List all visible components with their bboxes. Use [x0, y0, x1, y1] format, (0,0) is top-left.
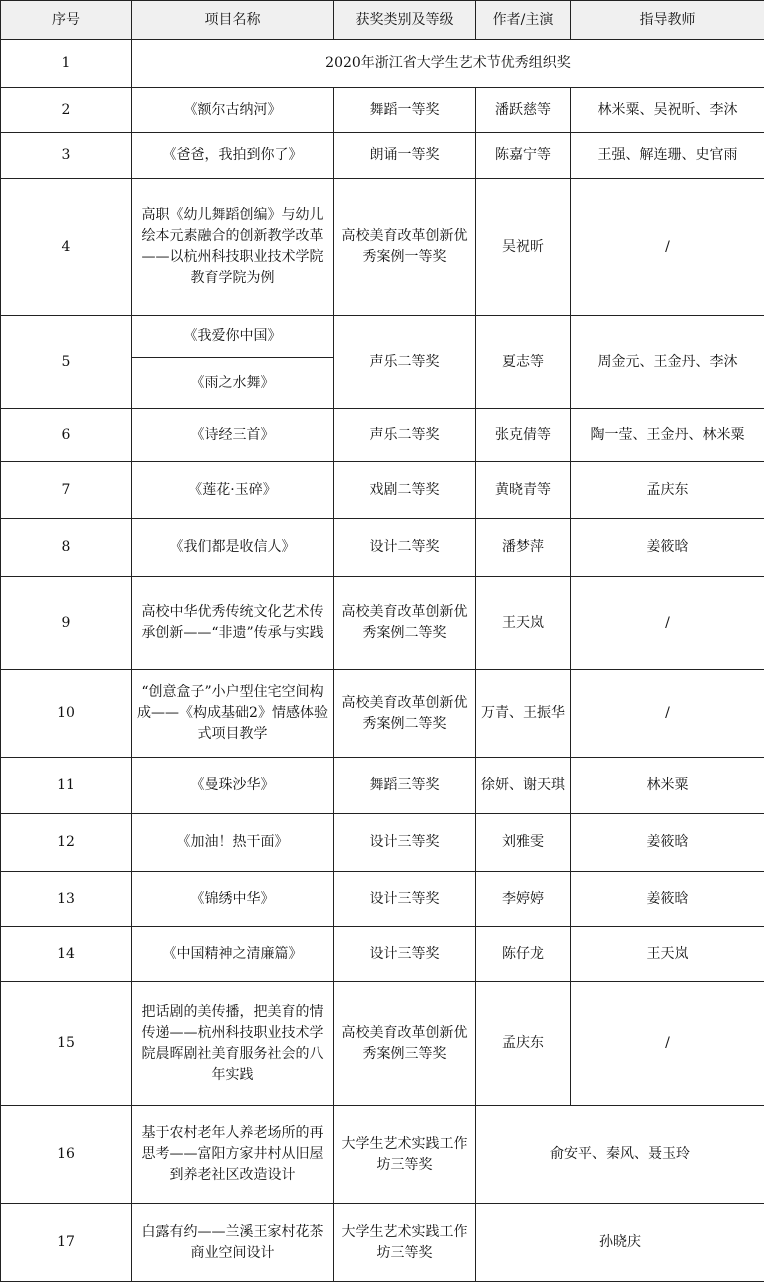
cell-teacher: / [571, 670, 764, 758]
table-row [1, 758, 764, 814]
cell-teacher: 姜筱晗 [571, 814, 764, 872]
cell-no: 6 [1, 409, 132, 462]
cell-merged-award: 2020年浙江省大学生艺术节优秀组织奖 [132, 40, 764, 88]
cell-author: 刘雅雯 [476, 814, 571, 872]
cell-no: 12 [1, 814, 132, 872]
table-row [1, 814, 764, 872]
cell-name: 《爸爸，我拍到你了》 [132, 133, 334, 179]
cell-teacher: 孟庆东 [571, 462, 764, 519]
cell-author: 吴祝昕 [476, 179, 571, 316]
table-row [1, 179, 764, 316]
cell-no: 14 [1, 927, 132, 982]
cell-name: 《锦绣中华》 [132, 872, 334, 927]
cell-author: 徐妍、谢天琪 [476, 758, 571, 814]
cell-name: 《诗经三首》 [132, 409, 334, 462]
cell-award: 设计二等奖 [334, 519, 476, 577]
table-row [1, 462, 764, 519]
cell-name-b: 《雨之水舞》 [132, 358, 334, 409]
cell-award: 设计三等奖 [334, 872, 476, 927]
cell-name: 《加油！热干面》 [132, 814, 334, 872]
table-row [1, 1204, 764, 1282]
cell-author: 陈仔龙 [476, 927, 571, 982]
table-row [1, 982, 764, 1106]
cell-name: 高校中华优秀传统文化艺术传承创新——“非遗”传承与实践 [132, 577, 334, 670]
cell-author: 万青、王振华 [476, 670, 571, 758]
cell-name: 白露有约——兰溪王家村花茶商业空间设计 [132, 1204, 334, 1282]
table-row [1, 519, 764, 577]
cell-name: 把话剧的美传播，把美育的情传递——杭州科技职业技术学院晨晖剧社美育服务社会的八年实践 [132, 982, 334, 1106]
header-name: 项目名称 [132, 1, 334, 40]
cell-author: 张克倩等 [476, 409, 571, 462]
cell-author: 陈嘉宁等 [476, 133, 571, 179]
cell-teacher: 陶一莹、王金丹、林米粟 [571, 409, 764, 462]
cell-award: 高校美育改革创新优秀案例三等奖 [334, 982, 476, 1106]
table-row [1, 670, 764, 758]
cell-author-teacher: 俞安平、秦风、聂玉玲 [476, 1106, 764, 1204]
cell-teacher: 王天岚 [571, 927, 764, 982]
cell-author: 孟庆东 [476, 982, 571, 1106]
cell-no: 4 [1, 179, 132, 316]
cell-award: 声乐二等奖 [334, 409, 476, 462]
table-row [1, 577, 764, 670]
cell-no: 16 [1, 1106, 132, 1204]
cell-no: 15 [1, 982, 132, 1106]
cell-name: 基于农村老年人养老场所的再思考——富阳方家井村从旧屋到养老社区改造设计 [132, 1106, 334, 1204]
table-row [1, 88, 764, 133]
cell-award: 大学生艺术实践工作坊三等奖 [334, 1106, 476, 1204]
cell-no: 8 [1, 519, 132, 577]
cell-award: 舞蹈一等奖 [334, 88, 476, 133]
cell-author: 潘跃慈等 [476, 88, 571, 133]
cell-no: 10 [1, 670, 132, 758]
cell-no: 1 [1, 40, 132, 88]
cell-teacher: 周金元、王金丹、李沐 [571, 316, 764, 409]
table-row [1, 316, 764, 358]
cell-author: 夏志等 [476, 316, 571, 409]
cell-no: 17 [1, 1204, 132, 1282]
cell-award: 声乐二等奖 [334, 316, 476, 409]
table-row [1, 133, 764, 179]
header-teacher: 指导教师 [571, 1, 764, 40]
cell-teacher: 姜筱晗 [571, 519, 764, 577]
cell-teacher: / [571, 179, 764, 316]
header-award: 获奖类别及等级 [334, 1, 476, 40]
cell-no: 3 [1, 133, 132, 179]
cell-award: 戏剧二等奖 [334, 462, 476, 519]
cell-teacher: / [571, 982, 764, 1106]
cell-name: 《中国精神之清廉篇》 [132, 927, 334, 982]
cell-name: 《额尔古纳河》 [132, 88, 334, 133]
cell-teacher: / [571, 577, 764, 670]
cell-teacher: 姜筱晗 [571, 872, 764, 927]
cell-award: 设计三等奖 [334, 927, 476, 982]
cell-no: 11 [1, 758, 132, 814]
cell-name: “创意盒子”小户型住宅空间构成——《构成基础2》情感体验式项目教学 [132, 670, 334, 758]
cell-award: 朗诵一等奖 [334, 133, 476, 179]
cell-author: 李婷婷 [476, 872, 571, 927]
header-author: 作者/主演 [476, 1, 571, 40]
table-row [1, 409, 764, 462]
cell-author: 潘梦萍 [476, 519, 571, 577]
cell-teacher: 王强、解连珊、史官雨 [571, 133, 764, 179]
cell-award: 舞蹈三等奖 [334, 758, 476, 814]
cell-teacher: 林米粟 [571, 758, 764, 814]
header-no: 序号 [1, 1, 132, 40]
cell-teacher: 林米粟、吴祝昕、李沐 [571, 88, 764, 133]
cell-name: 《莲花·玉碎》 [132, 462, 334, 519]
cell-award: 高校美育改革创新优秀案例二等奖 [334, 577, 476, 670]
table-row [1, 1106, 764, 1204]
cell-name: 《我们都是收信人》 [132, 519, 334, 577]
cell-no: 7 [1, 462, 132, 519]
cell-no: 9 [1, 577, 132, 670]
header-row [1, 1, 764, 40]
table-row [1, 927, 764, 982]
cell-author-teacher: 孙晓庆 [476, 1204, 764, 1282]
cell-award: 高校美育改革创新优秀案例二等奖 [334, 670, 476, 758]
cell-no: 5 [1, 316, 132, 409]
cell-author: 黄晓青等 [476, 462, 571, 519]
table-row [1, 40, 764, 88]
cell-name-a: 《我爱你中国》 [132, 316, 334, 358]
cell-no: 13 [1, 872, 132, 927]
cell-name: 高职《幼儿舞蹈创编》与幼儿绘本元素融合的创新教学改革——以杭州科技职业技术学院教育学院为例 [132, 179, 334, 316]
cell-author: 王天岚 [476, 577, 571, 670]
cell-award: 设计三等奖 [334, 814, 476, 872]
cell-no: 2 [1, 88, 132, 133]
cell-name: 《曼珠沙华》 [132, 758, 334, 814]
cell-award: 高校美育改革创新优秀案例一等奖 [334, 179, 476, 316]
cell-award: 大学生艺术实践工作坊三等奖 [334, 1204, 476, 1282]
table-row [1, 872, 764, 927]
